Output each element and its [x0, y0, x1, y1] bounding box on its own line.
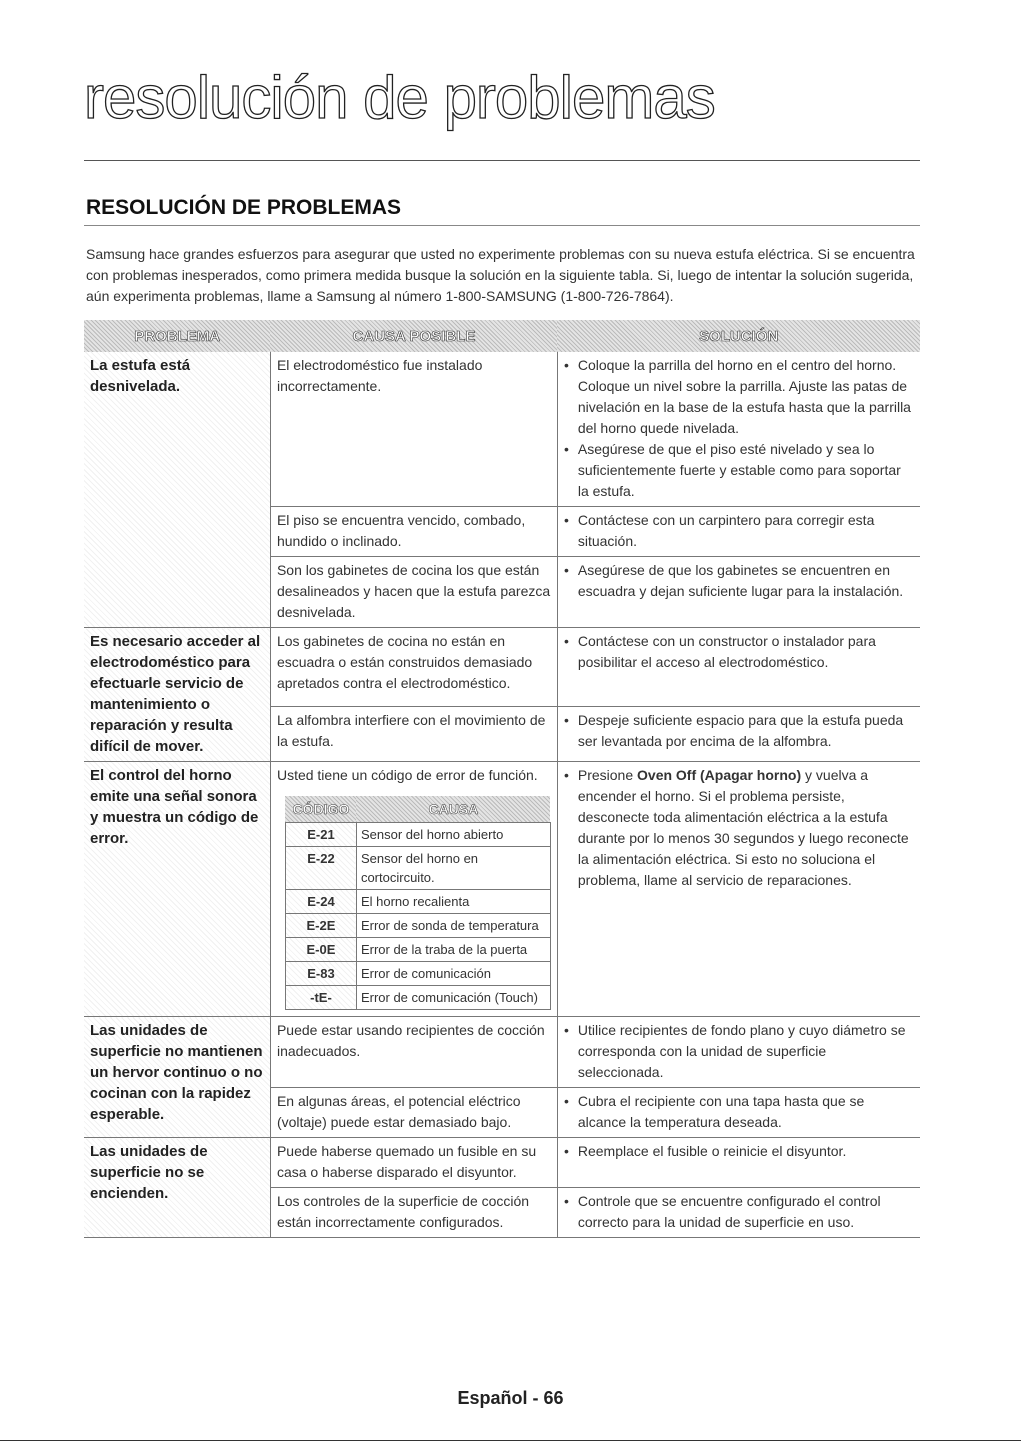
section-rule: [84, 225, 920, 226]
bottom-rule: [0, 1440, 1021, 1441]
table-row: [84, 1138, 920, 1188]
error-cause: Sensor del horno abierto: [356, 823, 550, 847]
code-row: [285, 914, 550, 938]
cause-cell: Puede haberse quemado un fusible en su casa o haberse disparado el disyuntor.: [270, 1138, 557, 1188]
error-cause: Error de comunicación (Touch): [356, 986, 550, 1010]
table-row: [84, 1017, 920, 1088]
cause-cell: Los gabinetes de cocina no están en escuadra o están construidos demasiado apretados contra el electrodoméstico.: [270, 628, 557, 707]
header-solution: SOLUCIÓN: [557, 320, 920, 352]
error-cause: Sensor del horno en cortocircuito.: [356, 847, 550, 890]
code-row: [285, 962, 550, 986]
error-codes-table: [285, 796, 551, 1010]
solution-cell: [557, 352, 920, 507]
problem-cell: Las unidades de superficie no se encienden.: [84, 1138, 270, 1238]
problem-cell: Es necesario acceder al electrodoméstico para efectuarle servicio de mantenimiento o reparación y resulta difícil de mover.: [84, 628, 270, 762]
error-cause: El horno recalienta: [356, 890, 550, 914]
solution-cell: [557, 507, 920, 557]
error-code: E-83: [285, 962, 356, 986]
header-problem: PROBLEMA: [84, 320, 270, 352]
table-row: [84, 762, 920, 1017]
cause-cell: Son los gabinetes de cocina los que están desalineados y hacen que la estufa parezca desnivelada.: [270, 557, 557, 628]
table-row: [84, 628, 920, 707]
error-cause: Error de la traba de la puerta: [356, 938, 550, 962]
solution-bullet: • Coloque la parrilla del horno en el centro del horno. Coloque un nivel sobre la parrilla. Ajuste las patas de nivelación en la base de la estufa hasta que la parrilla del horno quede nivelada.: [563, 357, 911, 436]
error-code: E-0E: [285, 938, 356, 962]
solution-bullet: • Despeje suficiente espacio para que la estufa pueda ser levantada por encima de la alfombra.: [563, 711, 904, 749]
chapter-rule: [84, 160, 920, 161]
solution-bullet: • Cubra el recipiente con una tapa hasta que se alcance la temperatura deseada.: [563, 1093, 865, 1130]
solution-cell: [557, 1017, 920, 1088]
solution-bullet: • Utilice recipientes de fondo plano y cuyo diámetro se corresponda con la unidad de superficie seleccionada.: [563, 1022, 906, 1080]
table-header-row: [84, 320, 920, 352]
solution-bullet: • Asegúrese de que el piso esté nivelado y sea lo suficientemente fuerte y estable como para soportar la estufa.: [563, 441, 901, 499]
header-cause: CAUSA POSIBLE: [270, 320, 557, 352]
solution-cell: [557, 706, 920, 761]
section-title: RESOLUCIÓN DE PROBLEMAS: [86, 196, 402, 219]
problem-cell: El control del horno emite una señal sonora y muestra un código de error.: [84, 762, 270, 1017]
intro-paragraph: Samsung hace grandes esfuerzos para asegurar que usted no experimente problemas con su nueva estufa eléctrica. Si se encuentra con problemas inesperados, como primera medida busque la solución en la siguiente tabla. Si, luego de intentar la solución sugerida, aún experimenta problemas, llame a Samsung al número 1-800-SAMSUNG (1-800-726-7864).: [86, 246, 915, 304]
error-code: E-21: [285, 823, 356, 847]
cause-cell: Los controles de la superficie de cocción están incorrectamente configurados.: [270, 1188, 557, 1238]
chapter-title: resolución de problemas: [84, 64, 715, 131]
solution-bullet: • Contáctese con un carpintero para corregir esta situación.: [563, 512, 875, 549]
oven-off-key-label: Oven Off (Apagar horno): [637, 767, 802, 783]
error-code: E-2E: [285, 914, 356, 938]
error-code: E-22: [285, 847, 356, 890]
error-code: E-24: [285, 890, 356, 914]
solution-cell: [557, 762, 920, 1017]
solution-cell: [557, 557, 920, 628]
problem-cell: Las unidades de superficie no mantienen un hervor continuo o no cocinan con la rapidez esperable.: [84, 1017, 270, 1138]
cause-cell: En algunas áreas, el potencial eléctrico (voltaje) puede estar demasiado bajo.: [270, 1088, 557, 1138]
header-code-cause: CAUSA: [356, 796, 550, 823]
code-row: [285, 890, 550, 914]
cause-text: Usted tiene un código de error de función.: [276, 767, 538, 783]
solution-bullet: • Reemplace el fusible o reinicie el disyuntor.: [563, 1143, 847, 1159]
solution-cell: [557, 628, 920, 707]
solution-cell: [557, 1088, 920, 1138]
solution-bullet: • Controle que se encuentre configurado el control correcto para la unidad de superficie en uso.: [563, 1193, 881, 1230]
error-cause: Error de comunicación: [356, 962, 550, 986]
error-code: -tE-: [285, 986, 356, 1010]
solution-bullet: • Asegúrese de que los gabinetes se encuentren en escuadra y dejan suficiente lugar para la instalación.: [563, 562, 904, 599]
error-cause: Error de sonda de temperatura: [356, 914, 550, 938]
table-row: [84, 352, 920, 507]
solution-cell: [557, 1138, 920, 1188]
cause-cell: El electrodoméstico fue instalado incorrectamente.: [270, 352, 557, 507]
cause-cell: [270, 762, 557, 1017]
troubleshooting-table: [84, 320, 920, 1238]
code-row: [285, 986, 550, 1010]
problem-cell: La estufa está desnivelada.: [84, 352, 270, 628]
cause-cell: El piso se encuentra vencido, combado, hundido o inclinado.: [270, 507, 557, 557]
cause-cell: Puede estar usando recipientes de cocción inadecuados.: [270, 1017, 557, 1088]
cause-cell: La alfombra interfiere con el movimiento de la estufa.: [270, 706, 557, 761]
code-row: [285, 847, 550, 890]
code-row: [285, 823, 550, 847]
solution-cell: [557, 1188, 920, 1238]
header-code: CÓDIGO: [285, 796, 356, 823]
solution-bullet: • Contáctese con un constructor o instalador para posibilitar el acceso al electrodoméstico.: [563, 633, 876, 670]
solution-bullet: • Presione Oven Off (Apagar horno) y vuelva a encender el horno. Si el problema persiste, desconecte toda alimentación eléctrica a la estufa durante por lo menos 30 segundos y luego reconecte la alimentación eléctrica. Si esto no soluciona el problema, llame al servicio de reparaciones.: [563, 767, 909, 888]
page-number: Español - 66: [457, 1388, 564, 1408]
code-row: [285, 938, 550, 962]
codes-header-row: [285, 796, 550, 823]
